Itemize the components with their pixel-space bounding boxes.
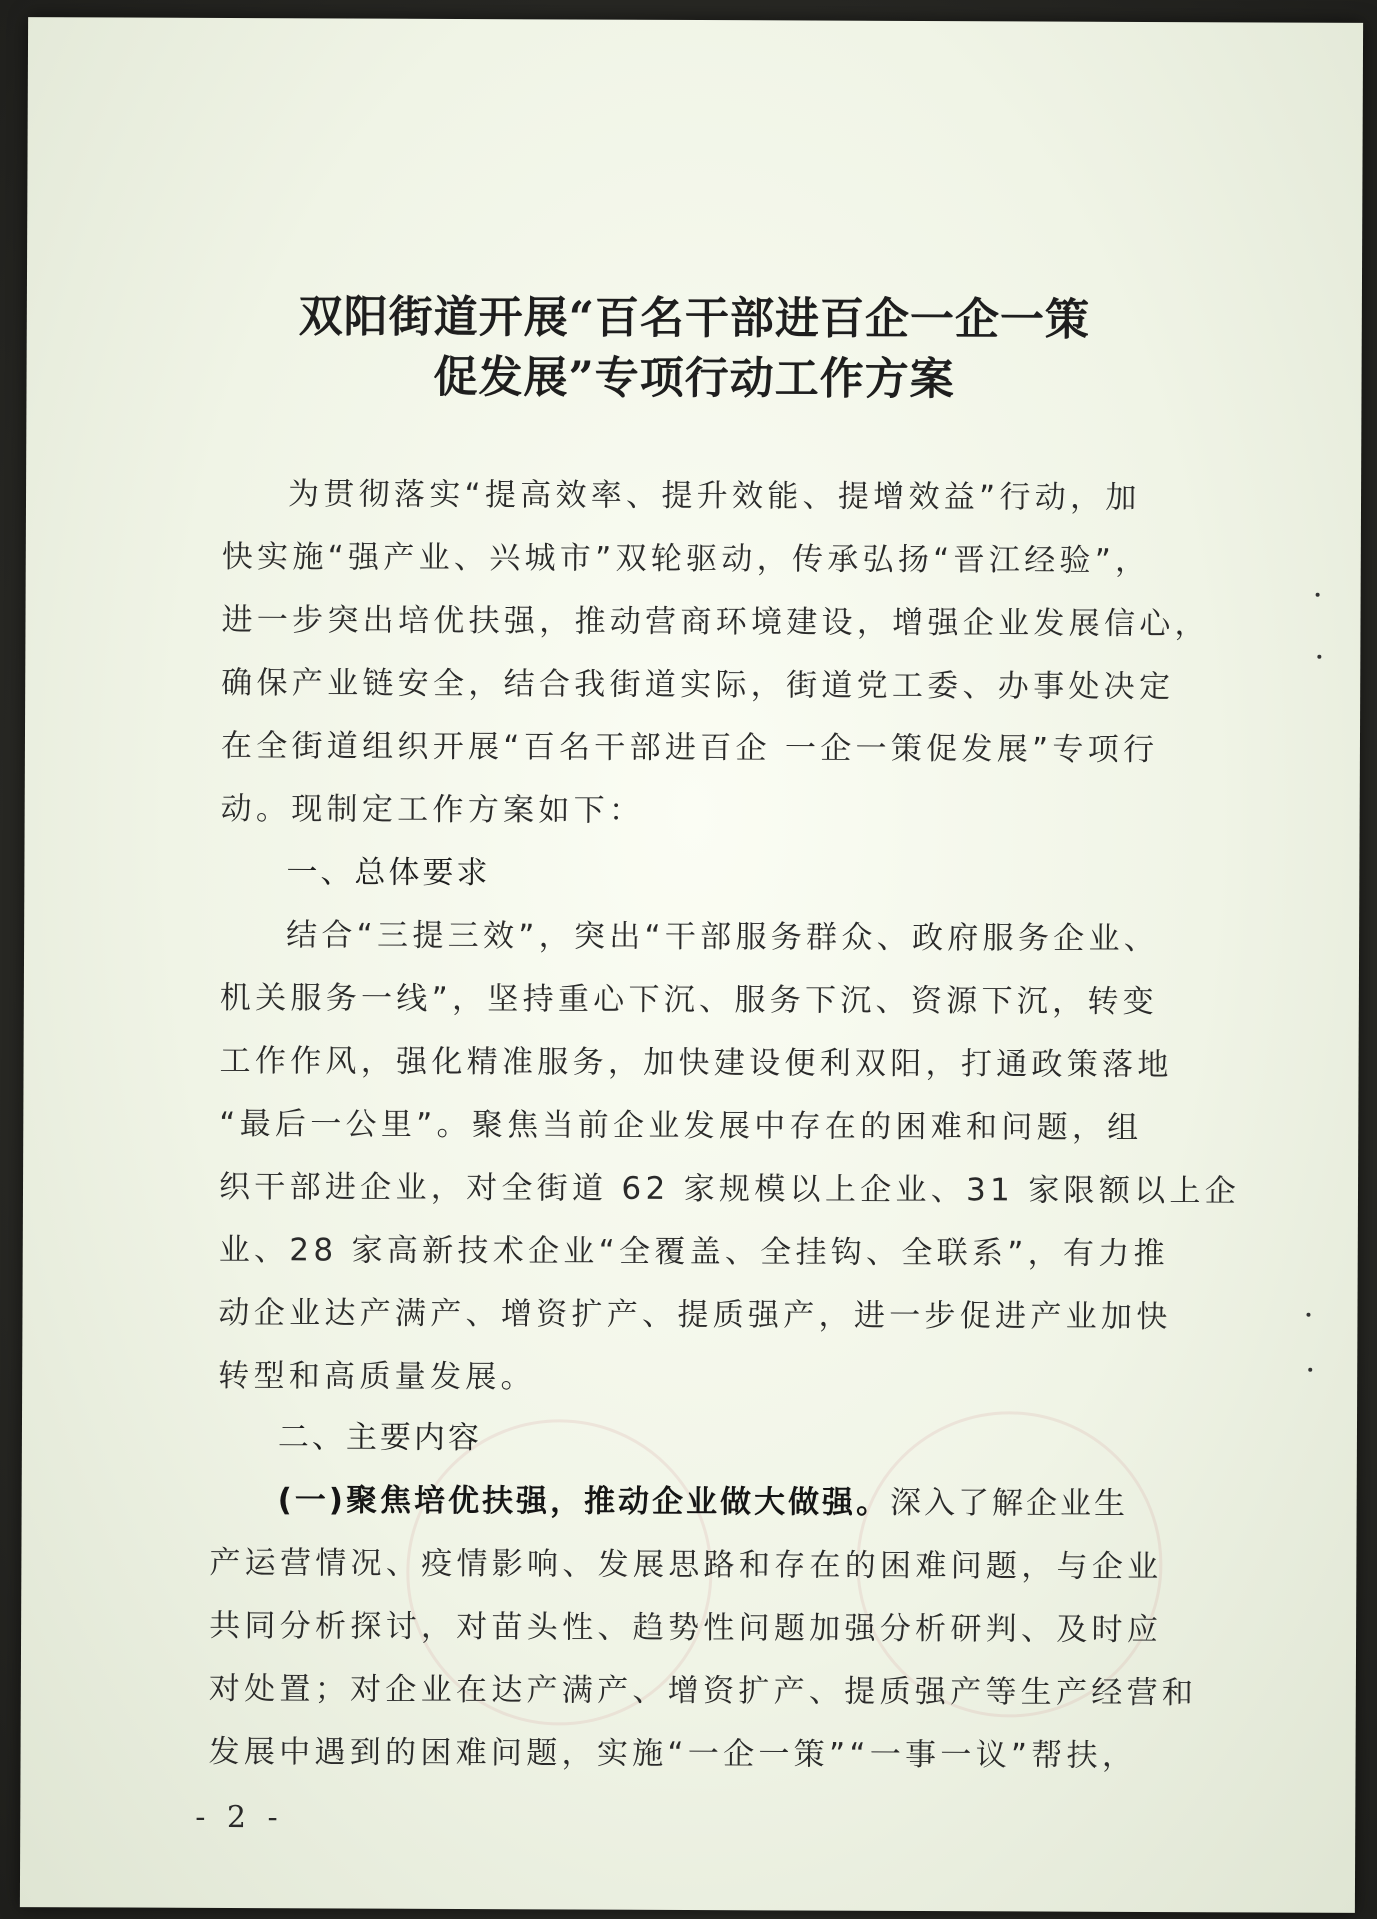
page-number: - 2 - xyxy=(195,1799,284,1836)
subsection-line: 产运营情况、疫情影响、发展思路和存在的困难问题，与企业 xyxy=(209,1544,1163,1586)
speck xyxy=(1308,1368,1312,1372)
section1-line: 动企业达产满产、增资扩产、提质强产，进一步促进产业加快 xyxy=(218,1294,1172,1336)
document-body xyxy=(20,17,1363,1913)
speck xyxy=(1316,593,1320,597)
intro-line: 在全街道组织开展“百名干部进百企 一企一策促发展”专项行 xyxy=(220,727,1159,769)
section1-line: “最后一公里”。聚焦当前企业发展中存在的困难和问题，组 xyxy=(219,1105,1143,1146)
intro-line: 快实施“强产业、兴城市”双轮驱动，传承弘扬“晋江经验”， xyxy=(221,538,1151,579)
subsection-line: 对处置；对企业在达产满产、增资扩产、提质强产等生产经营和 xyxy=(208,1670,1198,1712)
intro-line: 为贯彻落实“提高效率、提升效能、提增效益”行动，加 xyxy=(287,476,1141,516)
section1-line: 工作作风，强化精准服务，加快建设便利双阳，打通政策落地 xyxy=(219,1042,1173,1084)
section1-line: 结合“三提三效”，突出“干部服务群众、政府服务企业、 xyxy=(286,917,1160,958)
section-heading: 一、总体要求 xyxy=(286,854,491,892)
speck xyxy=(1317,655,1321,659)
subsection-text: 深入了解企业生 xyxy=(889,1484,1129,1522)
subsection-line: 共同分析探讨，对苗头性、趋势性问题加强分析研判、及时应 xyxy=(209,1607,1163,1649)
section1-line: 机关服务一线”，坚持重心下沉、服务下沉、资源下沉，转变 xyxy=(219,979,1159,1021)
document-page xyxy=(20,17,1363,1913)
document-title-line-1: 双阳街道开展“百名干部进百企一企一策 xyxy=(298,291,1091,346)
section1-line: 转型和高质量发展。 xyxy=(218,1357,536,1396)
intro-line: 确保产业链安全，结合我街道实际，街道党工委、办事处决定 xyxy=(221,664,1175,706)
subsection-first-line xyxy=(278,1474,1129,1523)
section-heading: 二、主要内容 xyxy=(277,1419,483,1457)
intro-line: 动。现制定工作方案如下： xyxy=(220,790,645,829)
section1-line: 织干部进企业，对全街道 62 家规模以上企业、31 家限额以上企 xyxy=(218,1168,1241,1210)
document-title-line-2: 促发展”专项行动工作方案 xyxy=(433,351,955,406)
speck xyxy=(1306,1313,1310,1317)
subsection-line: 发展中遇到的困难问题，实施“一企一策”“一事一议”帮扶， xyxy=(208,1733,1138,1774)
intro-line: 进一步突出培优扶强，推动营商环境建设，增强企业发展信心， xyxy=(221,601,1210,643)
subsection-heading: (一)聚焦培优扶强，推动企业做大做强。 xyxy=(277,1482,891,1521)
section1-line: 业、28 家高新技术企业“全覆盖、全挂钩、全联系”，有力推 xyxy=(218,1231,1169,1273)
